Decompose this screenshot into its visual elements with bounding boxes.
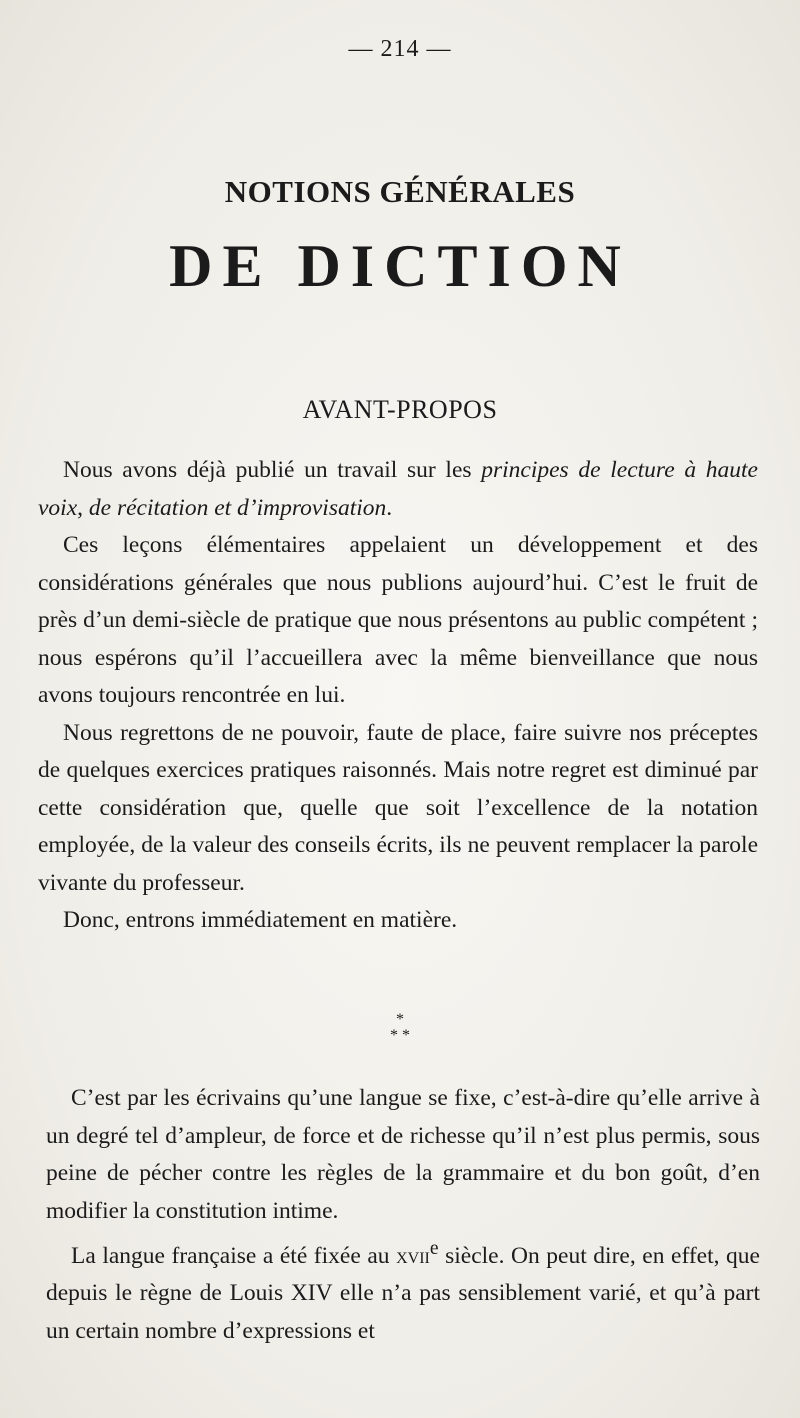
paragraph-6 (46, 1230, 760, 1350)
paragraph-2: Ces leçons élémentaires appelaient un développement et des considérations générales que nous publions aujourd’hui. C’est le fruit de près d’un demi-siècle de pratique que nous présentons au public compétent ; nous espérons qu’il l’accueillera avec la même bienveillance que nous avons toujours rencontrée en lui. (38, 532, 758, 708)
century-superscript: e (429, 1238, 439, 1259)
paragraph-1-italic-title: principes de lecture à haute voix (38, 457, 758, 521)
main-text (46, 1080, 760, 1350)
paragraph-6-text: La langue française a été fixée au (71, 1242, 397, 1269)
paragraph-6-continuation: siècle. On peut dire, en effet, que depuis le règne de Louis XIV elle n’a pas sensiblement varié, et qu’à part un certain nombre d’expressions et (46, 1242, 760, 1344)
century-numeral: xvii (396, 1242, 430, 1269)
paragraph-1-text: Nous avons déjà publié un travail sur les (63, 457, 482, 483)
paragraph-1-end: . (386, 494, 393, 521)
chapter-title-line2: DE DICTION (169, 233, 631, 299)
paragraph-1-italic-subtitle: de récitation et d’improvisation (88, 494, 387, 521)
paragraph-1-separator: , (77, 494, 89, 521)
paragraph-3: Nous regrettons de ne pouvoir, faute de place, faire suivre nos préceptes de quelques exercices pratiques raisonnés. Mais notre regret est diminué par cette considération que, quelle que soit l’excellence de la notation employée, de la valeur des conseils écrits, ils ne peuvent remplacer la parole vivante du professeur. (38, 719, 758, 896)
chapter-title-line1: NOTIONS GÉNÉRALES (224, 174, 576, 209)
paragraph-1 (38, 452, 758, 527)
section-heading: AVANT-PROPOS (302, 395, 498, 424)
paragraph-5: C’est par les écrivains qu’une langue se fixe, c’est-à-dire qu’elle arrive à un degré tel d’ampleur, de force et de richesse qu’il n’est plus permis, sous peine de pécher contre les règles de la grammaire et du bon goût, d’en modifier la constitution intime. (46, 1085, 760, 1224)
foreword-text (38, 452, 758, 940)
asterism-bottom: * * (390, 1027, 410, 1044)
page-number: — 214 — (348, 36, 452, 62)
paragraph-4: Donc, entrons immédiatement en matière. (63, 907, 458, 933)
asterism-divider (0, 1012, 800, 1044)
asterism-top: * (396, 1011, 404, 1028)
